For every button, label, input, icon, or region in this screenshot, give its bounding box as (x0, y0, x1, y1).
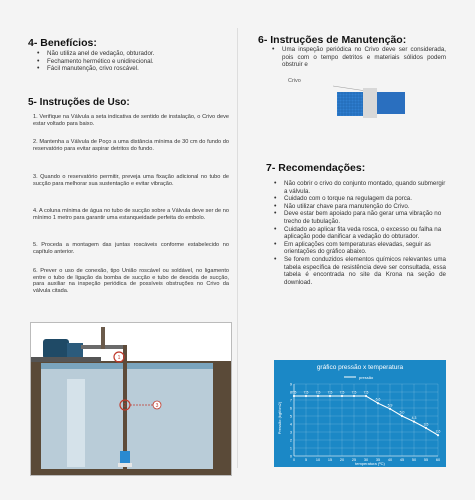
benefits-list (33, 50, 233, 73)
y-tick-label: 7 (289, 398, 292, 403)
data-point (317, 395, 319, 397)
data-point (305, 395, 307, 397)
data-point (341, 395, 343, 397)
data-point (353, 395, 355, 397)
data-point (437, 434, 439, 436)
data-point (401, 415, 403, 417)
list-item: • Deve estar bem apoiado para não gerar uma vibração no trecho de tubulação. (270, 210, 446, 225)
y-tick-label: 0 (289, 454, 292, 459)
list-item: • Não utilizar chave para manutenção do Crivo. (270, 203, 446, 211)
install-step-1: 1. Verifique na Válvula a seta indicativa de sentido de instalação, o Crivo deve estar voltado para baixo. (33, 114, 229, 127)
well-illustration (31, 323, 231, 475)
y-tick-label: 5 (289, 414, 292, 419)
data-label: 7,5 (327, 390, 333, 395)
data-label: 6,6 (375, 397, 381, 402)
data-label: 7,5 (315, 390, 321, 395)
data-label: 5,0 (399, 410, 405, 415)
install-step-6: 6. Prever o uso de conexão, tipo União roscável ou soldável, no ligamento entre o tubo de ligação da bomba de sucção e tubo de descida de sucção, para auxiliar na inspeção periódica de possíveis obstruções no Crivo da válvula citada. (33, 268, 229, 294)
list-item: • Cuidado ao aplicar fita veda rosca, o excesso ou falha na aplicação pode danificar a vedação do obturador. (270, 226, 446, 241)
y-tick-label: 9 (289, 382, 292, 387)
data-label: 7,5 (363, 390, 369, 395)
chart-svg (274, 360, 446, 467)
x-tick-label: 45 (399, 458, 405, 462)
install-step-2: 2. Mantenha a Válvula de Poço a uma distância mínima de 30 cm do fundo do reservatório para evitar aspirar detritos do fundo. (33, 139, 229, 152)
data-point (377, 402, 379, 404)
data-point (365, 395, 367, 397)
y-tick-label: 2 (289, 438, 292, 443)
data-label: 7,5 (351, 390, 357, 395)
maintenance-list (268, 46, 446, 69)
y-tick-label: 1 (289, 446, 292, 451)
install-step-5: 5. Proceda a montagem das juntas roscáveis conforme estabelecido no capítulo anterior. (33, 242, 229, 255)
install-step-4: 4. A coluna mínima de água no tubo de sucção sobre a Válvula deve ser de no mínimo 1 metro para garantir uma estanqueidade perfeita do embolo. (33, 208, 229, 221)
data-label: 5,9 (387, 403, 393, 408)
list-item: • Se forem conduzidos elementos químicos relevantes uma tabela específica de resistência deve ser consultada, essa tabela é encontrada no site da Krona na seção de download. (270, 256, 446, 286)
data-point (293, 395, 295, 397)
y-tick-label: 8 (289, 390, 292, 395)
install-step-3: 3. Quando o reservatório permitir, preveja uma fixação adicional no tubo de sucção para melhorar sua sustentação e evitar vibração. (33, 174, 229, 187)
data-point (413, 421, 415, 423)
data-label: 7,5 (303, 390, 309, 395)
x-tick-label: 40 (387, 458, 393, 462)
list-item: • Fácil manutenção, crivo roscável. (33, 65, 233, 73)
installation-diagram (30, 322, 232, 476)
x-tick-label: 25 (351, 458, 357, 462)
x-tick-label: 30 (363, 458, 369, 462)
list-item: • Fechamento hermético e unidirecional. (33, 58, 233, 66)
data-label: 2,6 (435, 429, 441, 434)
benefits-title: 4- Benefícios: (28, 37, 97, 49)
list-item: • Uma inspeção periódica no Crivo deve ser considerada, pois com o tempo detritos e materiais sólidos podem obstruir e (268, 46, 446, 69)
x-tick-label: 0 (292, 458, 296, 462)
list-item: • Cuidado com o torque na regulagem da porca. (270, 195, 446, 203)
y-tick-label: 4 (289, 422, 292, 427)
y-tick-label: 6 (289, 406, 292, 411)
legend-label: pressão (359, 375, 374, 380)
callout-1: 1 (117, 355, 121, 361)
x-tick-label: 10 (315, 458, 321, 462)
pressure-temperature-chart (274, 360, 446, 467)
x-axis-label: temperatura (ºC) (355, 461, 385, 466)
callout-2: 2 (123, 403, 127, 409)
data-point (425, 427, 427, 429)
x-tick-label: 50 (411, 458, 417, 462)
x-tick-label: 55 (423, 458, 429, 462)
data-label: 7,5 (339, 390, 345, 395)
list-item: • Não cobrir o crivo do conjunto montado, quando submergir a válvula. (270, 180, 446, 195)
x-tick-label: 5 (304, 458, 308, 462)
y-tick-label: 3 (289, 430, 292, 435)
x-tick-label: 60 (435, 458, 441, 462)
x-tick-label: 20 (339, 458, 345, 462)
maintenance-title: 6- Instruções de Manutenção: (258, 34, 407, 46)
list-item: • Não utiliza anel de vedação, obturador. (33, 50, 233, 58)
crivo-illustration (333, 78, 413, 122)
data-label: 4,3 (411, 416, 417, 421)
crivo-label: Crivo (288, 78, 301, 84)
right-column (238, 0, 475, 500)
list-item: • Em aplicações com temperaturas elevadas, seguir as orientações do gráfico abaixo. (270, 241, 446, 256)
x-tick-label: 35 (375, 458, 381, 462)
data-point (389, 408, 391, 410)
callout-3: 3 (155, 403, 159, 409)
y-axis-label: Pressão (kgf/cm2) (277, 401, 282, 435)
data-label: 7,5 (291, 390, 297, 395)
install-title: 5- Instruções de Uso: (28, 97, 130, 108)
recommendations-title: 7- Recomendações: (266, 162, 366, 174)
recommendations-list (270, 180, 446, 286)
x-tick-label: 15 (327, 458, 333, 462)
data-label: 3,5 (423, 422, 429, 427)
chart-title: gráfico pressão x temperatura (316, 364, 404, 371)
data-point (329, 395, 331, 397)
